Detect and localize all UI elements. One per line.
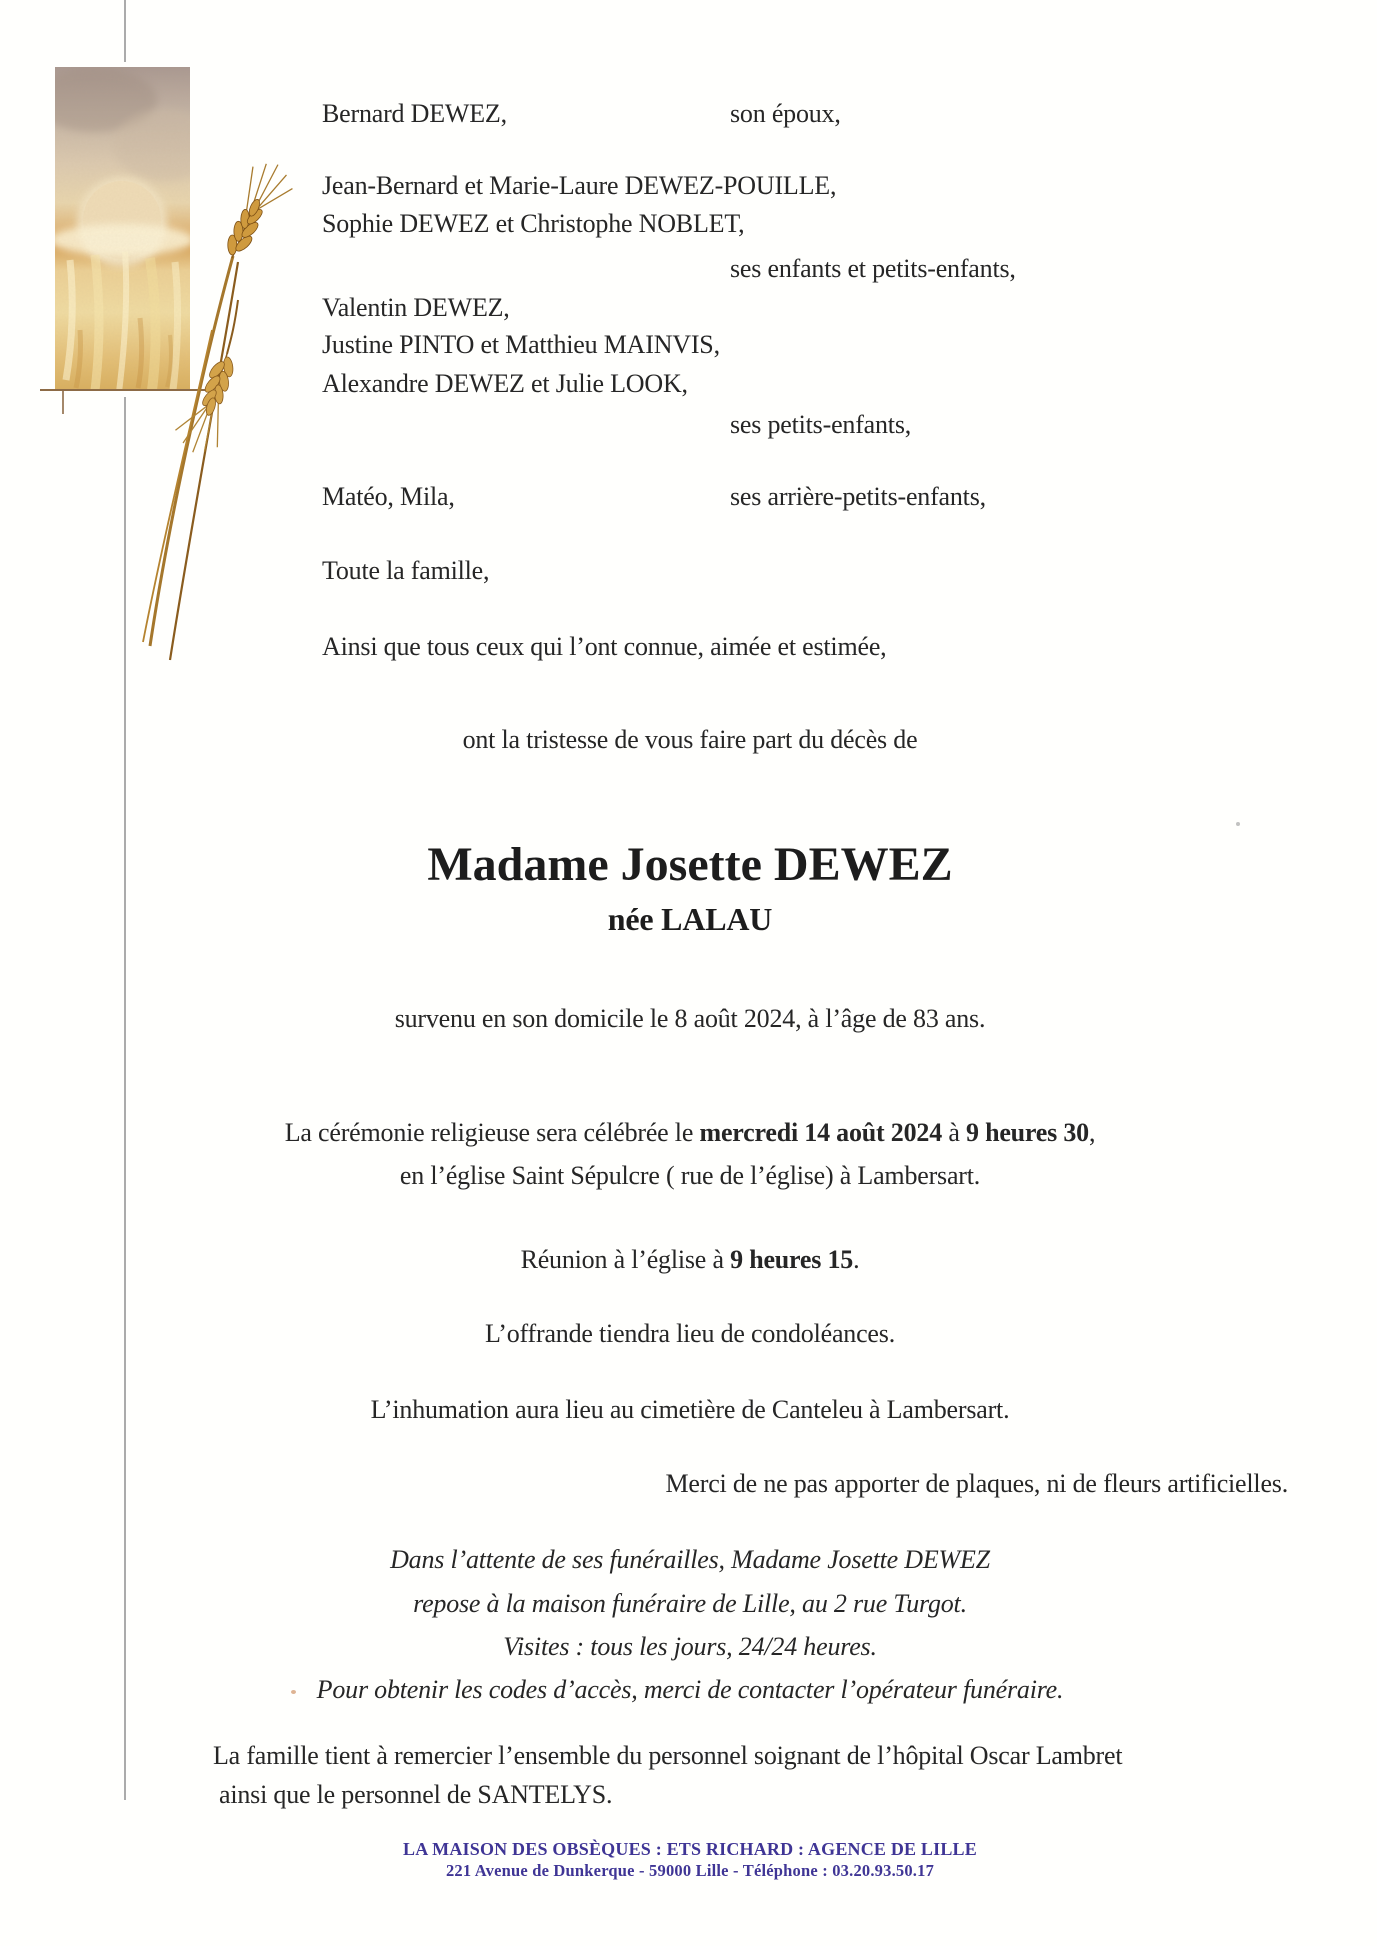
grandchildren-relation: ses petits-enfants, (730, 410, 912, 439)
great-grandchildren-names: Matéo, Mila, (322, 482, 455, 511)
announcement-intro: ont la tristesse de vous faire part du décès de (462, 725, 918, 754)
scan-speck (291, 1690, 296, 1694)
ceremony-text: La cérémonie religieuse sera célébrée le (284, 1118, 700, 1147)
ceremony-line-1 (10, 1117, 1370, 1148)
child-line: Sophie DEWEZ et Christophe NOBLET, (322, 209, 745, 238)
meeting-line (10, 1244, 1370, 1275)
grandchild-line: Valentin DEWEZ, (322, 293, 510, 322)
meeting-text: Réunion à l’église à (520, 1245, 731, 1274)
offering-line: L’offrande tiendra lieu de condoléances. (485, 1319, 895, 1348)
ceremony-date: mercredi 14 août 2024 (699, 1118, 943, 1147)
footer-address: 221 Avenue de Dunkerque - 59000 Lille - Téléphone : 03.20.93.50.17 (445, 1861, 935, 1880)
funeral-home-line: repose à la maison funéraire de Lille, au 2 rue Turgot. (413, 1589, 967, 1618)
spouse-relation: son époux, (730, 99, 841, 128)
acquaintances-line: Ainsi que tous ceux qui l’ont connue, aimée et estimée, (322, 632, 887, 661)
scan-speck (1236, 822, 1240, 826)
funeral-home-line: Pour obtenir les codes d’accès, merci de contacter l’opérateur funéraire. (316, 1675, 1064, 1704)
thanks-line: ainsi que le personnel de SANTELYS. (219, 1780, 613, 1809)
wheat-ear-upright-icon (216, 156, 299, 269)
great-grandchildren-relation: ses arrière-petits-enfants, (730, 482, 986, 511)
burial-line: L’inhumation aura lieu au cimetière de Canteleu à Lambersart. (370, 1395, 1010, 1424)
meeting-end: . (853, 1245, 860, 1274)
watercolor-scene (33, 67, 217, 392)
ceremony-time: 9 heures 30 (965, 1118, 1089, 1147)
ceremony-mid: à (942, 1118, 966, 1147)
no-plaques-line: Merci de ne pas apporter de plaques, ni de fleurs artificielles. (665, 1469, 1288, 1498)
wheat-artwork (0, 0, 310, 700)
death-statement: survenu en son domicile le 8 août 2024, à l’âge de 83 ans. (394, 1004, 986, 1033)
thanks-line: La famille tient à remercier l’ensemble du personnel soignant de l’hôpital Oscar Lambret (213, 1741, 1123, 1770)
spouse-name: Bernard DEWEZ, (322, 99, 507, 128)
maiden-name: née LALAU (607, 901, 773, 937)
ceremony-line-2: en l’église Saint Sépulcre ( rue de l’église) à Lambersart. (399, 1161, 981, 1190)
funeral-home-line: Dans l’attente de ses funérailles, Madame Josette DEWEZ (390, 1545, 990, 1574)
children-relation: ses enfants et petits-enfants, (730, 254, 1016, 283)
deceased-name: Madame Josette DEWEZ (427, 838, 953, 891)
grandchild-line: Justine PINTO et Matthieu MAINVIS, (322, 330, 720, 359)
grandchild-line: Alexandre DEWEZ et Julie LOOK, (322, 369, 688, 398)
footer-agency: LA MAISON DES OBSÈQUES : ETS RICHARD : AGENCE DE LILLE (403, 1839, 977, 1859)
child-line: Jean-Bernard et Marie-Laure DEWEZ-POUILLE, (322, 171, 837, 200)
meeting-time: 9 heures 15 (730, 1245, 854, 1274)
whole-family-line: Toute la famille, (322, 556, 490, 585)
ceremony-end: , (1088, 1118, 1096, 1147)
funeral-home-line: Visites : tous les jours, 24/24 heures. (503, 1632, 877, 1661)
